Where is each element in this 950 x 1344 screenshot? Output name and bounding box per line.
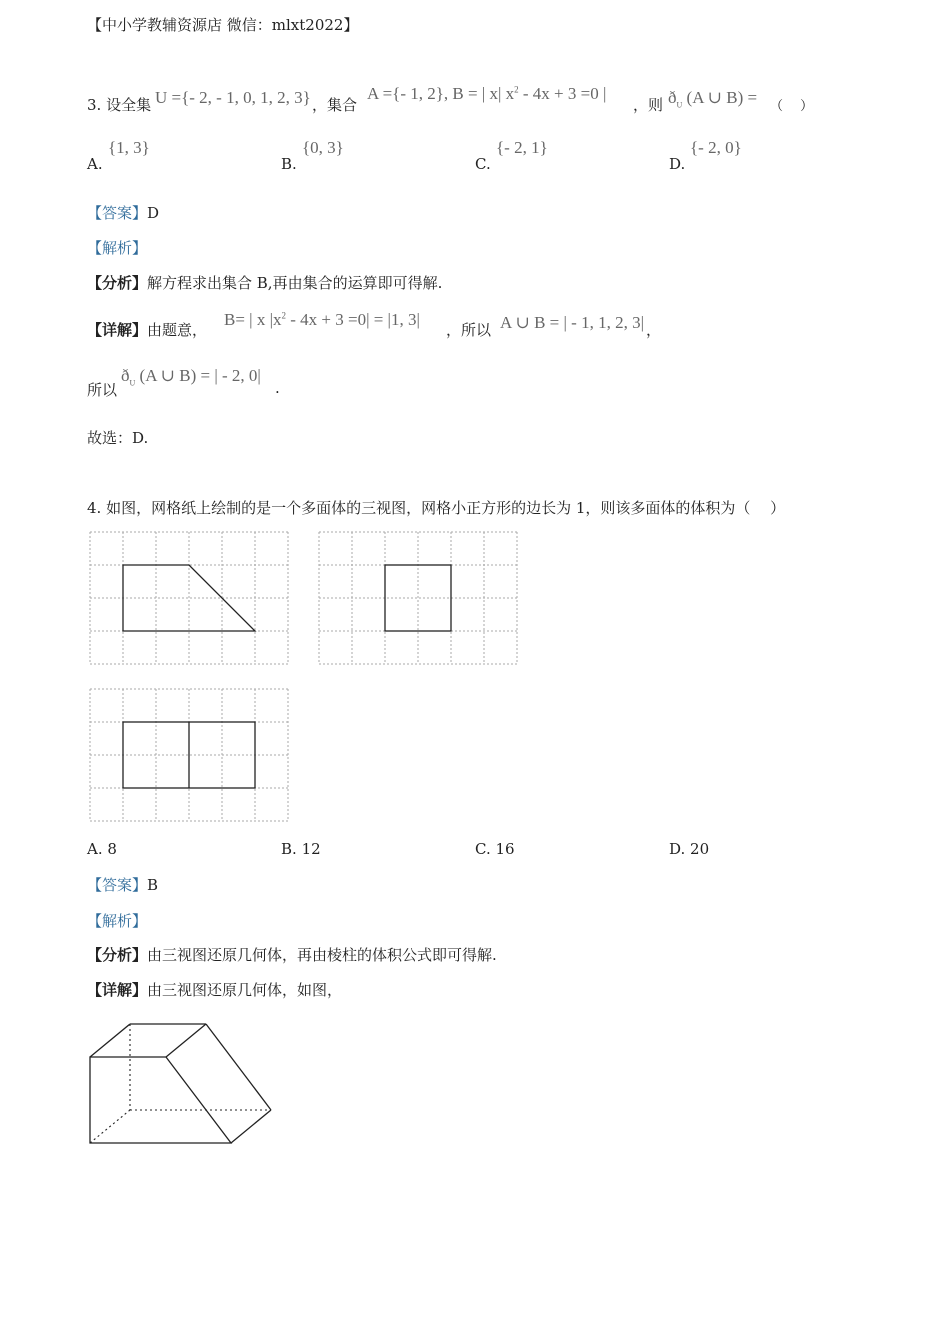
q3-detail-set-b: B= | x $|x^2 - 4x + 3 =0| = |1$, 3| (224, 310, 420, 329)
solid-3d-diagram (86, 1020, 276, 1148)
q3-choose: 故选：D. (87, 429, 149, 447)
side-view-diagram (319, 532, 517, 664)
q3-option-b-value: {0, 3} (302, 138, 344, 157)
front-view-diagram (90, 532, 288, 664)
q4-option-a: A. 8 (87, 840, 117, 858)
q3-option-c-value: {- 2, 1} (496, 138, 548, 157)
q3-detail-sep: ，所以 (446, 321, 492, 339)
q3-detail-union: A ∪ B = | - 1, 1, 2, 3| (500, 313, 644, 332)
q3-answer: 【答案】D (87, 204, 160, 222)
q4-analysis-tag: 【解析】 (87, 912, 148, 930)
q3-lead: 3. 设全集 (87, 96, 152, 114)
q3-detail-end: ， (646, 321, 662, 339)
q3-sep1: ，集合 (312, 96, 358, 114)
q3-so-end: . (275, 379, 280, 397)
q4-option-c: C. 16 (475, 840, 515, 858)
page-header: 【中小学教辅资源店 微信：mlxt2022】 (87, 16, 359, 34)
q3-set-ab: A ={- 1, 2}, B = | x| $x^2 - 4x + 3 =0$ | (367, 84, 607, 103)
q4-option-d: D. 20 (669, 840, 710, 858)
q3-option-d-value: {- 2, 0} (690, 138, 742, 157)
q4-option-b: B. 12 (281, 840, 321, 858)
q3-option-b-label: B. (281, 155, 297, 173)
q3-paren: （ ） (770, 99, 814, 114)
q3-analysis-tag: 【解析】 (87, 239, 148, 257)
q3-so-lead: 所以 (87, 381, 118, 399)
q4-answer: 【答案】B (87, 876, 159, 894)
q3-sep2: ，则 (633, 96, 664, 114)
q3-detail-lead: 【详解】由题意， (87, 321, 208, 339)
q3-option-a-label: A. (87, 155, 103, 173)
q4-detail: 【详解】由三视图还原几何体，如图， (87, 981, 343, 999)
q3-option-d-label: D. (669, 155, 686, 173)
q3-option-c-label: C. (475, 155, 491, 173)
top-view-diagram (90, 689, 288, 821)
q3-so-expr: $ð_U$ (A ∪ B) = | - 2, 0| (121, 366, 261, 388)
q3-universal-set: U ={- 2, - 1, 0, 1, 2, 3} (155, 88, 311, 107)
q4-fenxi: 【分析】由三视图还原几何体，再由棱柱的体积公式即可得解. (87, 946, 497, 964)
q4-question: 4. 如图，网格纸上绘制的是一个多面体的三视图，网格小正方形的边长为 1，则该多面体的体积为（ ） (87, 499, 786, 517)
q3-complement: $ð_U$ (A ∪ B) = (668, 88, 758, 110)
q3-fenxi: 【分析】解方程求出集合 B,再由集合的运算即可得解. (87, 274, 443, 292)
q3-option-a-value: {1, 3} (108, 138, 150, 157)
